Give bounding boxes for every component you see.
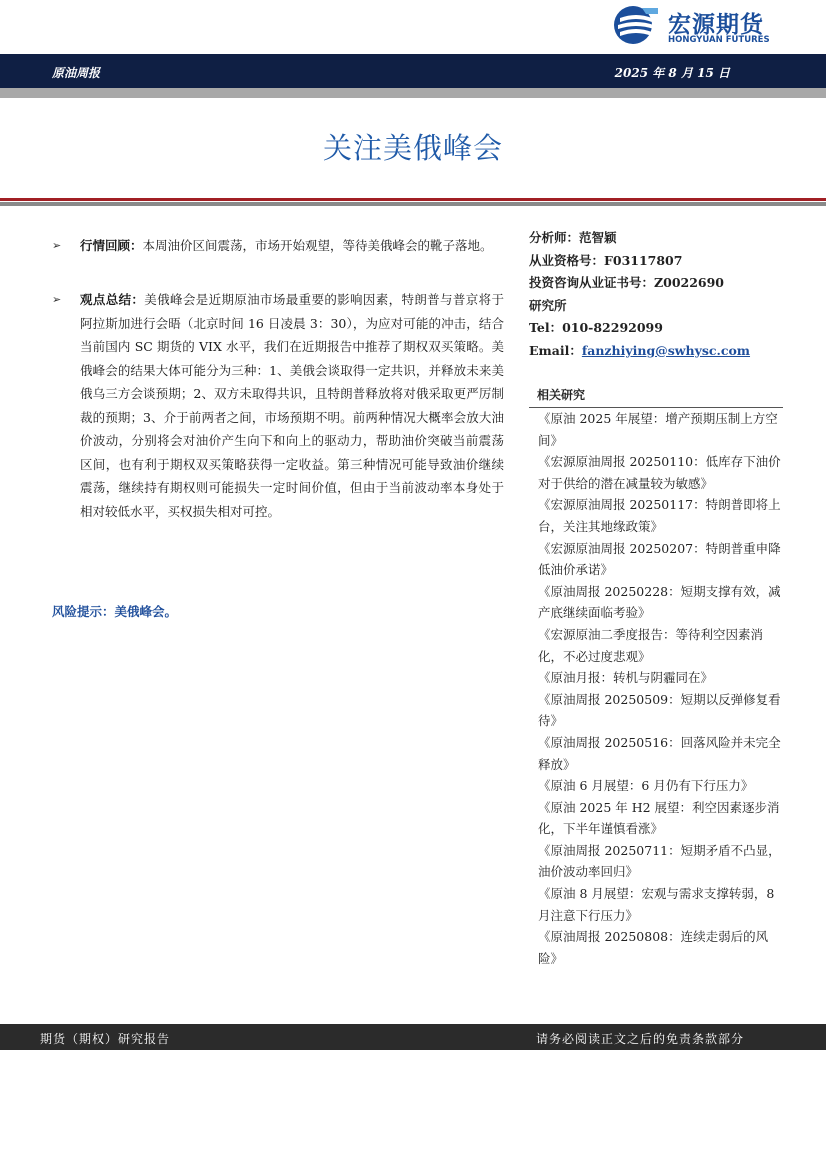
bullet-text: 美俄峰会是近期原油市场最重要的影响因素，特朗普与普京将于阿拉斯加进行会晤（北京时间 16 日凌晨 3：30），为应对可能的冲击，结合当前国内 SC 期货的 VIX 水平，我们在近期报告中推荐了期权双买策略。美俄峰会的结果大体可能分为三种：1、美俄会谈取得一定共识，并释放未来美俄乌三方会谈预期；2、双方未取得共识，且特朗普释放将对俄采取更严厉制裁的预期；3、介于前两者之间，市场预期不明。前两种情况大概率会放大油价波动，分别将会对油价产生向下和向上的驱动力，帮助油价突破当前震荡区间，也有利于期权双买策略获得一定收益。第三种情况可能导致油价继续震荡，继续持有期权则可能损失一定时间价值，但由于当前波动率本身处于相对较低水平，买权损失相对可控。	[80, 292, 504, 519]
related-item: 《原油 8 月展望：宏观与需求支撑转弱，8 月注意下行压力》	[538, 886, 775, 923]
related-item: 《原油周报 20250711：短期矛盾不凸显，油价波动率回归》	[538, 842, 781, 880]
email-label: Email：	[529, 342, 582, 358]
header-stripe	[0, 88, 826, 98]
related-item: 《宏源原油周报 20250117：特朗普即将上台，关注其地缘政策》	[538, 497, 781, 534]
analyst-info	[529, 227, 789, 362]
bullet-arrow-icon: ➢	[52, 293, 62, 306]
header-bar	[0, 54, 826, 88]
footer-bar	[0, 1024, 826, 1050]
bullet-label: 观点总结：	[80, 292, 145, 307]
related-item: 《原油 6 月展望：6 月仍有下行压力》	[538, 778, 754, 794]
related-item: 《原油 2025 年展望：增产预期压制上方空间》	[538, 411, 778, 448]
risk-warning	[52, 602, 177, 620]
related-research	[529, 386, 783, 969]
related-item: 《宏源原油二季度报告：等待利空因素消化，不必过度悲观》	[538, 626, 764, 664]
analyst-qualification: 从业资格号：F03117807	[529, 252, 683, 268]
company-logo	[612, 4, 812, 48]
report-date: 2025 年 8 月 15 日	[614, 66, 730, 80]
bullet-view-summary	[52, 288, 504, 523]
email-link[interactable]: fanzhiying@swhysc.com	[581, 342, 751, 358]
analyst-name: 分析师：范智颖	[529, 230, 617, 245]
related-item: 《原油周报 20250509：短期以反弹修复看待》	[538, 691, 781, 729]
related-item: 《原油月报：转机与阴霾同在》	[538, 670, 714, 686]
bullet-text: 本周油价区间震荡，市场开始观望，等待美俄峰会的靴子落地。	[142, 238, 493, 253]
analyst-department: 研究所	[529, 297, 567, 313]
logo-chinese-name: 宏源期货	[668, 12, 764, 38]
related-research-list	[529, 408, 783, 969]
title-divider-gray	[0, 202, 826, 206]
related-item: 《原油周报 20250808：连续走弱后的风险》	[538, 929, 769, 966]
analyst-tel: Tel：010-82292099	[529, 320, 663, 335]
analyst-certificate: 投资咨询从业证书号：Z0022690	[529, 275, 725, 290]
related-item: 《原油周报 20250516：回落风险并未完全释放》	[538, 734, 781, 772]
title-divider-red	[0, 198, 826, 201]
analyst-email	[529, 340, 789, 363]
related-item: 《原油 2025 年 H2 展望：利空因素逐步消化，下半年谨慎看涨》	[538, 799, 780, 837]
page-title: 关注美俄峰会	[322, 131, 503, 165]
related-item: 《宏源原油周报 20250207：特朗普重申降低油价承诺》	[538, 540, 781, 578]
bullet-arrow-icon: ➢	[52, 239, 62, 252]
risk-label: 风险提示：	[52, 604, 115, 619]
footer-report-type: 期货（期权）研究报告	[40, 1032, 171, 1046]
bullet-label: 行情回顾：	[80, 238, 143, 253]
report-type: 原油周报	[52, 66, 101, 80]
footer-disclaimer-note: 请务必阅读正文之后的免责条款部分	[535, 1032, 744, 1046]
related-item: 《原油周报 20250228：短期支撑有效，减产底继续面临考验》	[538, 583, 781, 621]
risk-text: 美俄峰会。	[114, 604, 178, 619]
related-item: 《宏源原油周报 20250110：低库存下油价对于供给的潜在减量较为敏感》	[538, 454, 781, 491]
bullet-market-review	[52, 234, 504, 258]
hongyuan-logo-icon	[612, 4, 662, 46]
related-research-heading: 相关研究	[529, 386, 783, 408]
logo-english-name: HONGYUAN FUTURES	[668, 35, 770, 45]
